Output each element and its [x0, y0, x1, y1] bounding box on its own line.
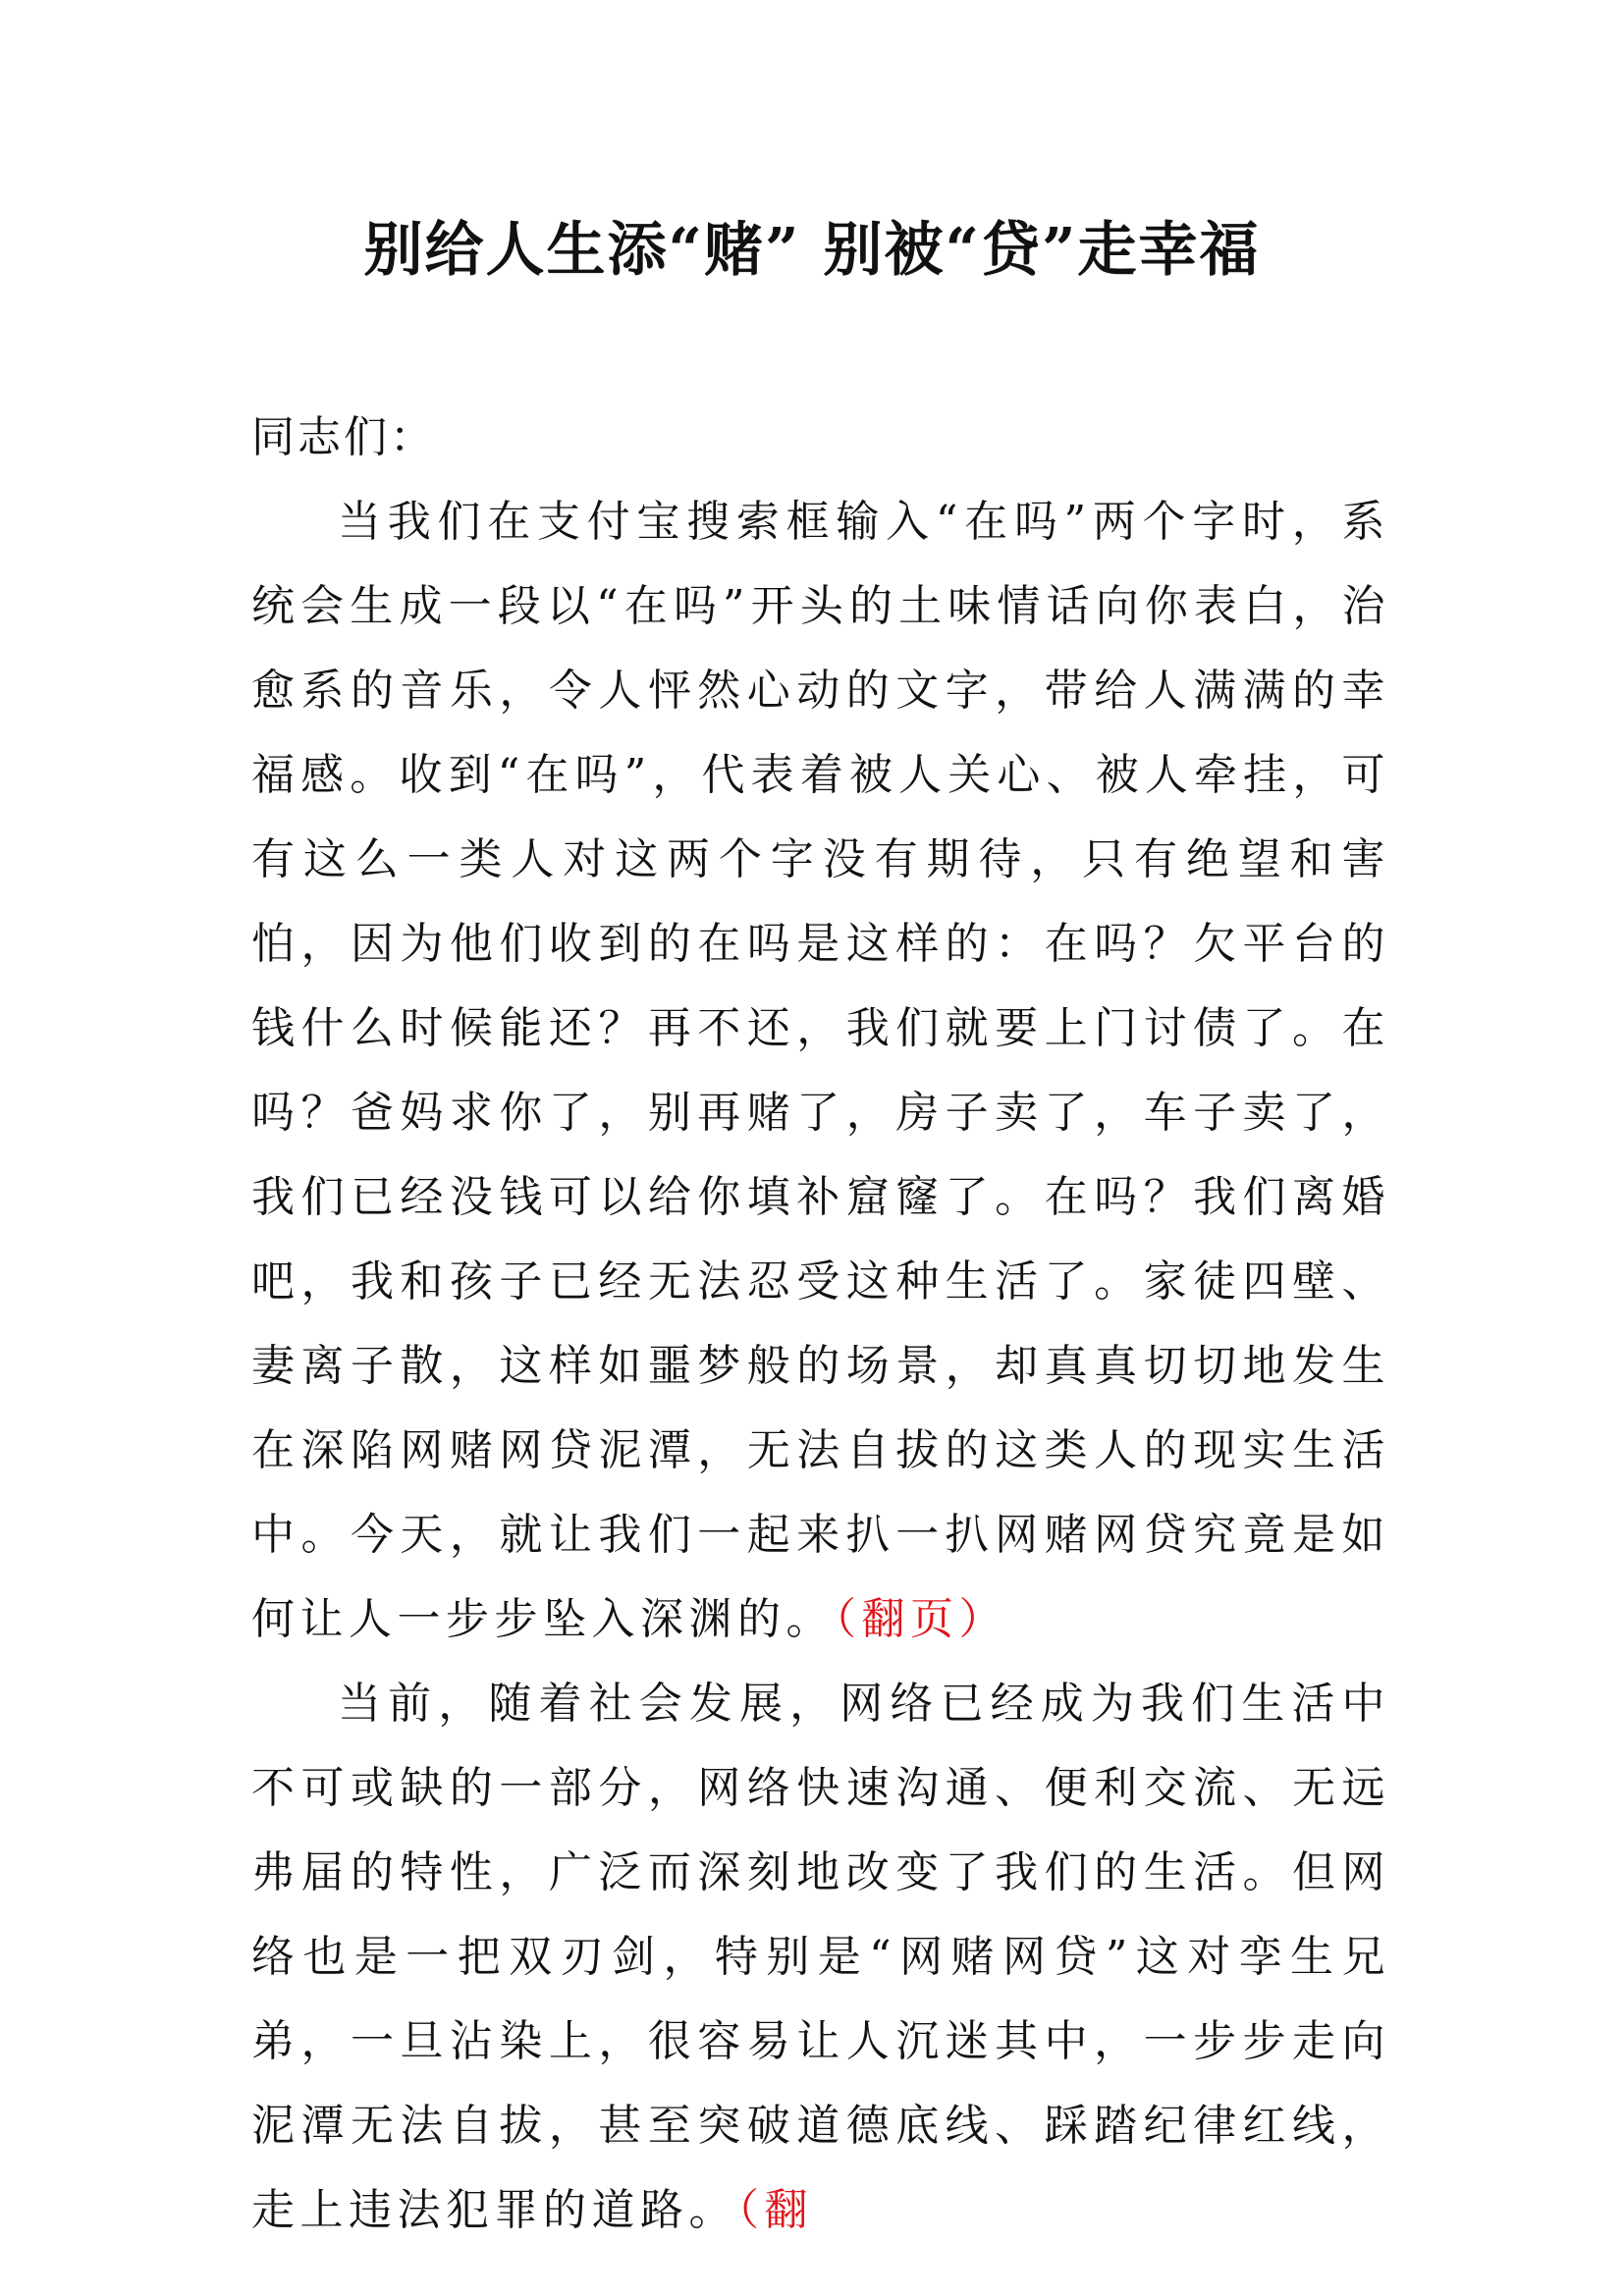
page-turn-note-partial: （翻 — [737, 2185, 813, 2235]
document-body — [251, 396, 1390, 2253]
paragraph-2-text: 当前，随着社会发展，网络已经成为我们生活中不可或缺的一部分，网络快速沟通、便利交流、无远弗届的特性，广泛而深刻地改变了我们的生活。但网络也是一把双刃剑，特别是“网赌网贷”这对孪生兄弟，一旦沾染上，很容易让人沉迷其中，一步步走向泥潭无法自拔，甚至突破道德底线、踩踏纪律红线，走上违法犯罪的道路。 — [251, 1679, 1390, 2235]
page-turn-note: （翻页） — [835, 1594, 1007, 1644]
paragraph-1 — [251, 480, 1390, 1662]
paragraph-2 — [251, 1662, 1390, 2253]
paragraph-1-text: 当我们在支付宝搜索框输入“在吗”两个字时，系统会生成一段以“在吗”开头的土味情话向你表白，治愈系的音乐，令人怦然心动的文字，带给人满满的幸福感。收到“在吗”，代表着被人关心、被人牵挂，可有这么一类人对这两个字没有期待，只有绝望和害怕，因为他们收到的在吗是这样的：在吗？欠平台的钱什么时候能还？再不还，我们就要上门讨债了。在吗？爸妈求你了，别再赌了，房子卖了，车子卖了，我们已经没钱可以给你填补窟窿了。在吗？我们离婚吧，我和孩子已经无法忍受这种生活了。家徒四壁、妻离子散，这样如噩梦般的场景，却真真切切地发生在深陷网赌网贷泥潭，无法自拔的这类人的现实生活中。今天，就让我们一起来扒一扒网赌网贷究竟是如何让人一步步坠入深渊的。 — [251, 497, 1390, 1644]
salutation: 同志们： — [251, 412, 436, 462]
document-title: 别给人生添“赌” 别被“贷”走幸福 — [363, 216, 1261, 285]
